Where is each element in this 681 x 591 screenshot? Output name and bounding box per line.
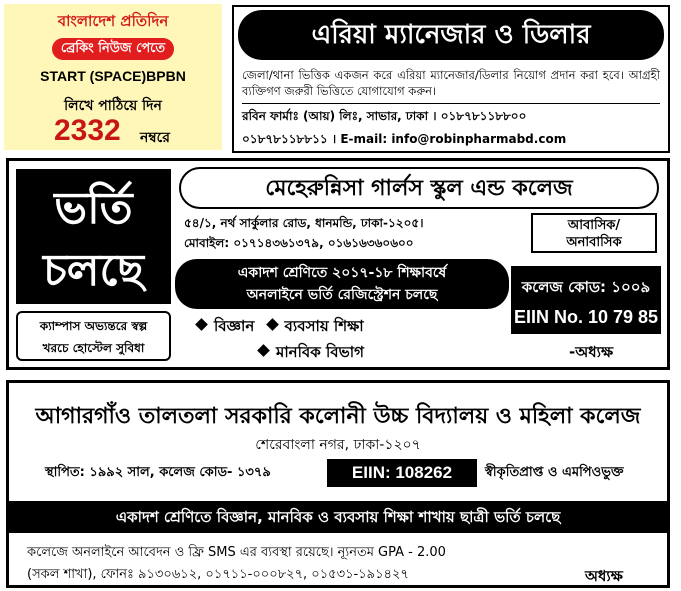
robin-contact-line: ০১৮৭৮১১৮৮১১ । E-mail: info@robinpharmabd.com bbox=[242, 132, 567, 146]
diamond-bullet-icon bbox=[195, 318, 208, 331]
eiin-number: EIIN No. 10 79 85 bbox=[513, 307, 659, 327]
hostel-line-2: খরচে হোস্টেল সুবিধা bbox=[42, 341, 145, 355]
registration-line-1: একাদশ শ্রেণিতে ২০১৭-১৮ শিক্ষাবর্ষে bbox=[237, 265, 447, 281]
school-address: ৫৪/১, নর্থ সার্কুলার রোড, ধানমন্ডি, ঢাকা-১২০৫। bbox=[184, 216, 424, 230]
sms-format: START (SPACE)BPBN bbox=[40, 68, 186, 84]
registration-banner bbox=[175, 259, 509, 309]
subject-science: বিজ্ঞান bbox=[214, 317, 255, 335]
eiin-box: EIIN: 108262 bbox=[327, 459, 477, 487]
footer-line-1: কলেজে অনলাইনে আবেদন ও ফ্রি SMS এর ব্যবস্থা রয়েছে। ন্যূনতম GPA - 2.00 bbox=[27, 545, 446, 560]
subjects-row bbox=[189, 315, 364, 340]
breaking-news-pill: ব্রেকিং নিউজ পেতে bbox=[52, 38, 174, 60]
footer-line-2: (সকল শাখা), ফোনঃ ৯১৩০৬১২, ০১৭১১-০০০৮২৭, ০১৫৩১-১৯১৪২৭ bbox=[27, 567, 409, 582]
robin-company-line: রবিন ফার্মাঃ (আয়) লিঃ, সাভার, ঢাকা । ০১৮৭৮১১৮৮০০ bbox=[242, 103, 660, 124]
newspaper-title: বাংলাদেশ প্রতিদিন bbox=[57, 12, 169, 30]
hostel-line-1: ক্যাম্পাস অভ্যন্তরে স্বল্প bbox=[39, 319, 148, 333]
college-name: আগারগাঁও তালতলা সরকারি কলোনী উচ্চ বিদ্যালয় ও মহিলা কলেজ bbox=[35, 404, 641, 429]
principal-signature: অধ্যক্ষ bbox=[585, 567, 623, 585]
established-info: স্থাপিত: ১৯৯২ সাল, কলেজ কোড- ১৩৭৯ bbox=[45, 465, 271, 480]
agargaon-college-ad bbox=[6, 380, 670, 588]
residential-line-1: আবাসিক/ bbox=[567, 218, 621, 233]
subjects-row-2 bbox=[251, 341, 364, 366]
sms-instruction: লিখে পাঠিয়ে দিন bbox=[64, 98, 162, 114]
college-code-box bbox=[511, 266, 661, 334]
subject-humanities: মানবিক বিভাগ bbox=[276, 343, 364, 361]
robin-headline: এরিয়া ম্যানেজার ও ডিলার bbox=[238, 10, 664, 60]
hostel-facility-box bbox=[16, 311, 171, 361]
admission-word-2: চলছে bbox=[43, 245, 144, 296]
subject-business: ব্যবসায় শিক্ষা bbox=[284, 317, 364, 335]
residential-line-2: অনাবাসিক bbox=[566, 235, 622, 250]
recognition-text: স্বীকৃতিপ্রাপ্ত ও এমপিওভুক্ত bbox=[485, 465, 624, 480]
principal-signature: -অধ্যক্ষ bbox=[569, 343, 614, 361]
school-name: মেহেরুন্নিসা গার্লস স্কুল এন্ড কলেজ bbox=[179, 167, 659, 209]
sms-number-suffix: নম্বরে bbox=[140, 130, 170, 146]
admission-word-1: ভর্তি bbox=[54, 183, 133, 234]
meherunnesa-admission-ad bbox=[6, 158, 670, 370]
college-code: কলেজ কোড: ১০০৯ bbox=[521, 278, 651, 296]
residential-box bbox=[531, 213, 657, 253]
registration-line-2: অনলাইনে ভর্তি রেজিস্ট্রেশন চলছে bbox=[246, 287, 438, 303]
college-location: শেরেবাংলা নগর, ঢাকা-১২০৭ bbox=[255, 437, 421, 453]
admission-banner: একাদশ শ্রেণিতে বিজ্ঞান, মানবিক ও ব্যবসায় শিক্ষা শাখায় ছাত্রী ভর্তি চলছে bbox=[9, 501, 667, 533]
sms-number: 2332 bbox=[54, 114, 121, 147]
robin-pharma-ad bbox=[232, 5, 670, 153]
admission-ongoing-box bbox=[16, 169, 171, 304]
pratidin-sms-ad bbox=[4, 4, 222, 150]
diamond-bullet-icon bbox=[257, 344, 270, 357]
diamond-bullet-icon bbox=[266, 318, 279, 331]
robin-body-text: জেলা/থানা ভিত্তিক একজন করে এরিয়া ম্যানেজার/ডিলার নিয়োগ প্রদান করা হবে। আগ্রহী ব্যক্তিগণ জরুরী ভিত্তিতে যোগাযোগ করুন। bbox=[242, 68, 661, 98]
school-mobile: মোবাইল: ০১৭১৪৩৬১৩৭৯, ০১৬১৬৩৬০৬০০ bbox=[184, 236, 414, 250]
